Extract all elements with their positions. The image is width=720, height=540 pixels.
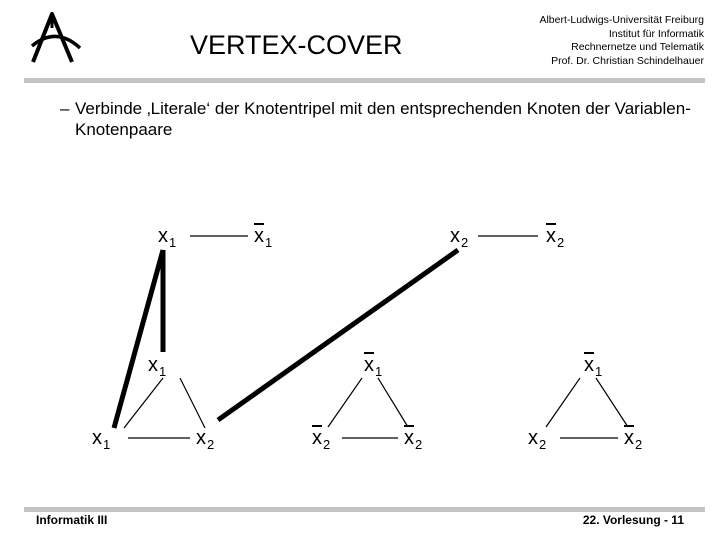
- bullet-dash: –: [60, 99, 70, 118]
- triangle-2-left: $\overline{x}_2$: [312, 427, 331, 452]
- node-not-x2: $\overline{x}_2$: [546, 225, 565, 250]
- bullet-text: Verbinde ‚Literale‘ der Knotentripel mit den entsprechenden Knoten der Variablen-Knotenpaare: [75, 99, 691, 139]
- triangle-2-edge: [328, 378, 362, 427]
- institution-line: Albert-Ludwigs-Universität Freiburg: [539, 14, 704, 26]
- node-x1: $x_1$: [158, 225, 177, 250]
- triangle-2-right: $\overline{x}_2$: [404, 427, 423, 452]
- institution-line: Institut für Informatik: [608, 27, 704, 40]
- institution-line: Prof. Dr. Christian Schindelhauer: [551, 54, 704, 67]
- lecture-page-number: 22. Vorlesung - 11: [582, 513, 684, 527]
- triangle-2-edge: [378, 378, 408, 427]
- node-x2: $x_2$: [450, 225, 469, 250]
- triangle-3-left: $x_2$: [528, 427, 547, 452]
- triangle-3-top: $\overline{x}_1$: [584, 354, 603, 379]
- literal-edge: [218, 250, 458, 420]
- triangle-1-edge: [180, 378, 205, 428]
- triangle-1-right: $x_2$: [196, 427, 215, 452]
- triangle-1-left: $x_1$: [92, 427, 111, 452]
- page-title: VERTEX-COVER: [190, 30, 403, 60]
- triangle-2-top: $\overline{x}_1$: [364, 354, 383, 379]
- triangle-3-edge: [546, 378, 580, 427]
- triangle-3-right: $\overline{x}_2$: [624, 427, 643, 452]
- course-name: Informatik III: [36, 513, 108, 527]
- institution-line: Rechnernetze und Telematik: [571, 41, 704, 53]
- node-not-x1: $\overline{x}_1$: [254, 225, 273, 250]
- triangle-1-top: $x_1$: [148, 354, 167, 379]
- triangle-3-edge: [596, 378, 628, 427]
- footer-divider: [24, 507, 705, 512]
- literal-edge: [114, 250, 163, 428]
- triangle-1-edge: [124, 378, 163, 428]
